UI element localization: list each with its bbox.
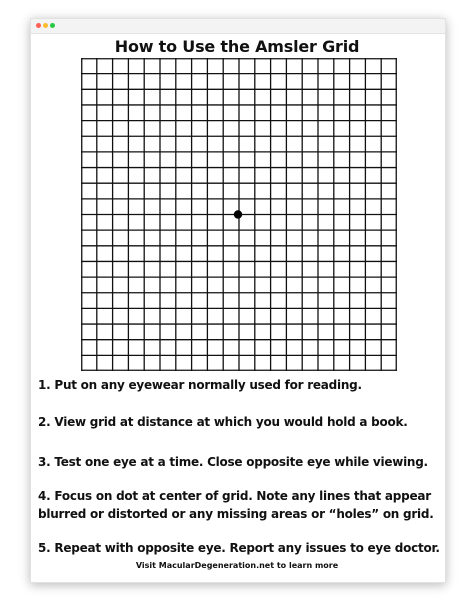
close-window-button[interactable] [36,23,41,28]
step-text: Test one eye at a time. Close opposite eye while viewing. [54,455,428,469]
instruction-step-1 [38,376,438,394]
minimize-window-button[interactable] [43,23,48,28]
step-number: 5. [38,541,51,555]
instruction-step-3 [38,453,438,471]
amsler-grid [81,58,397,371]
step-number: 1. [38,378,51,392]
page-title: How to Use the Amsler Grid [114,37,360,56]
instruction-step-4 [38,487,438,523]
step-number: 4. [38,489,51,503]
instruction-step-2 [38,413,438,431]
footer-link-text: Visit MacularDegeneration.net to learn more [135,561,339,570]
amsler-grid-svg [81,58,397,371]
step-number: 3. [38,455,51,469]
window-titlebar [31,19,445,34]
step-text: View grid at distance at which you would hold a book. [54,415,408,429]
center-fixation-dot [234,210,242,218]
step-text: Put on any eyewear normally used for reading. [54,378,362,392]
instruction-step-5 [38,539,438,557]
zoom-window-button[interactable] [50,23,55,28]
step-text: Focus on dot at center of grid. Note any lines that appear [54,489,431,503]
step-text-line-2: blurred or distorted or any missing areas or “holes” on grid. [38,507,434,521]
step-number: 2. [38,415,51,429]
step-text: Repeat with opposite eye. Report any issues to eye doctor. [54,541,440,555]
